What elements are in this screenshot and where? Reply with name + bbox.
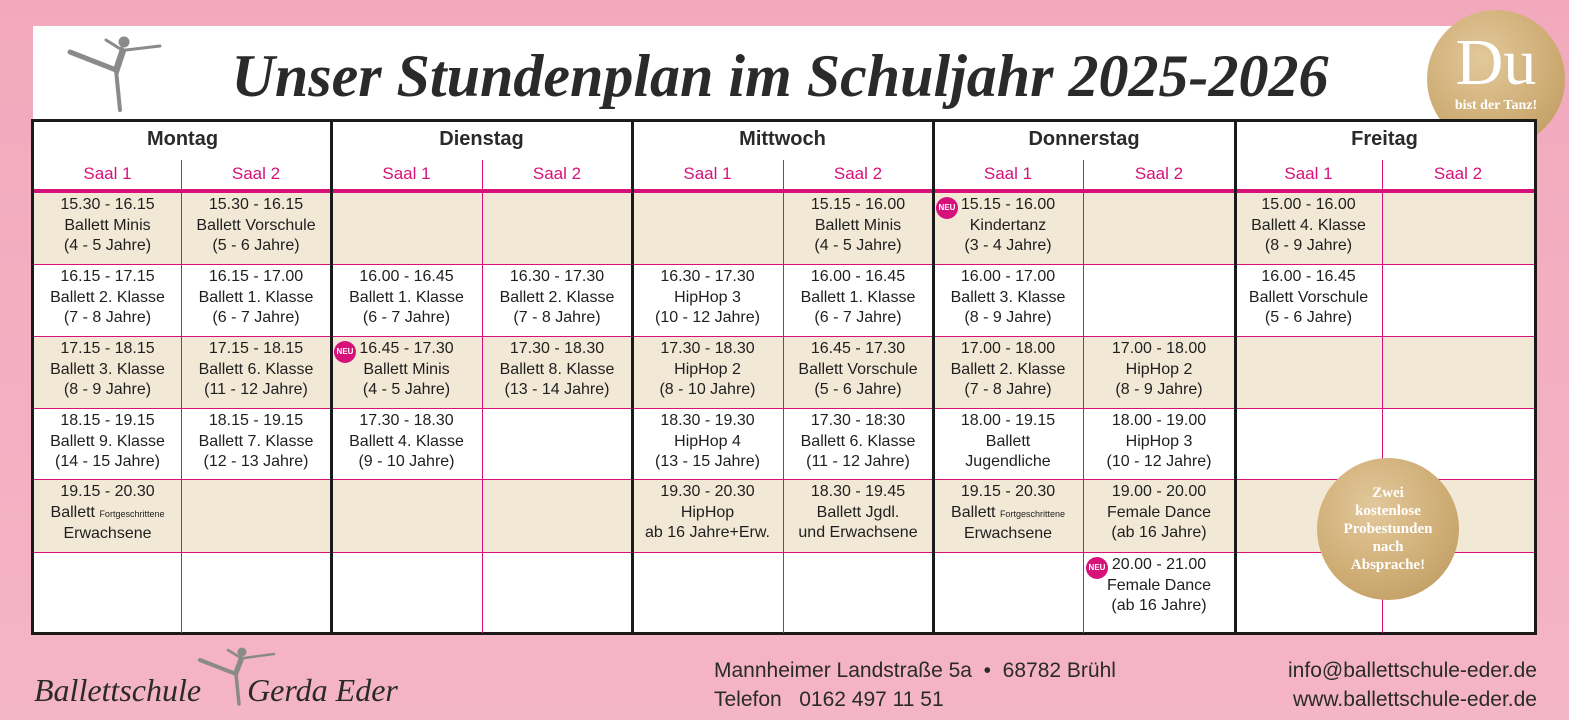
cell-line: Kindertanz — [969, 216, 1047, 234]
website-link[interactable]: www.ballettschule-eder.de — [1293, 688, 1537, 711]
cell-line: HipHop 2 — [674, 360, 741, 378]
cell-line: Ballett Vorschule — [1248, 288, 1369, 306]
schedule-cell — [331, 192, 482, 264]
saal-label: Saal 2 — [231, 164, 281, 183]
day-header: Donnerstag — [1028, 128, 1140, 150]
schedule-cell — [783, 336, 933, 408]
schedule-cell — [933, 552, 1083, 633]
cell-line: und Erwachsene — [798, 524, 918, 541]
cell-line: (5 - 6 Jahre) — [212, 237, 300, 254]
cell-line: 16.45 - 17.30 — [810, 340, 906, 357]
cell-line: 16.00 - 16.45 — [359, 268, 454, 285]
cell-line: 16.00 - 16.45 — [810, 268, 906, 285]
cell-line: 17.00 - 18.00 — [1111, 340, 1207, 357]
cell-line: Ballett 2. Klasse — [50, 288, 165, 306]
cell-line: Ballett Vorschule — [798, 360, 918, 378]
schedule-cell — [1382, 192, 1534, 264]
schedule-cell — [933, 264, 1083, 336]
footer-logo-part1: Ballettschule — [34, 672, 202, 708]
saal-label: Saal 1 — [83, 164, 132, 183]
cell-line: (11 - 12 Jahre) — [204, 381, 308, 398]
cell-line: (6 - 7 Jahre) — [814, 309, 902, 326]
schedule-cell — [482, 408, 632, 479]
cell-line: Ballett — [985, 432, 1031, 450]
cell-line: Ballett 6. Klasse — [800, 432, 916, 450]
day-header: Montag — [146, 128, 219, 150]
cell-line: Ballett 3. Klasse — [50, 360, 165, 378]
cell-line: (12 - 13 Jahre) — [203, 453, 309, 470]
cell-line: (4 - 5 Jahre) — [362, 381, 451, 398]
cell-line: (6 - 7 Jahre) — [212, 309, 300, 326]
cell-line: Ballett 9. Klasse — [50, 432, 165, 450]
schedule-cell — [181, 264, 331, 336]
address: Mannheimer Landstraße 5a • 68782 Brühl — [714, 659, 1116, 682]
cell-line: 17.30 - 18.30 — [509, 340, 605, 357]
dancer-logo-icon — [66, 34, 166, 114]
schedule-cell — [933, 336, 1083, 408]
schedule-cell — [181, 336, 331, 408]
cell-line: Ballett 1. Klasse — [349, 288, 464, 306]
schedule-cell — [331, 408, 482, 479]
schedule-cell — [632, 336, 783, 408]
schedule-cell — [783, 408, 933, 479]
cell-line: 18.15 - 19.15 — [208, 412, 304, 429]
schedule-cell — [783, 264, 933, 336]
cell-line: (7 - 8 Jahre) — [63, 309, 152, 326]
cell-line: Ballett 3. Klasse — [950, 288, 1066, 306]
cell-line: 17.30 - 18.30 — [660, 340, 755, 357]
cell-line: 19.15 - 20.30 — [960, 483, 1056, 500]
cell-line: ab 16 Jahre+Erw. — [645, 524, 770, 541]
free-trial-badge — [1317, 458, 1459, 600]
cell-line: 19.00 - 20.00 — [1111, 483, 1207, 500]
day-header: Dienstag — [439, 128, 524, 150]
saal-label: Saal 1 — [983, 164, 1033, 183]
cell-line: Ballett 6. Klasse — [198, 360, 314, 378]
cell-line: Ballett 2. Klasse — [499, 288, 615, 306]
cell-line: 16.00 - 17.00 — [960, 268, 1056, 285]
schedule-cell — [783, 552, 933, 633]
cell-line: 16.15 - 17.00 — [208, 268, 304, 285]
schedule-cell — [632, 408, 783, 479]
cell-line: Ballett Fortgeschrittene — [50, 503, 165, 521]
new-course-badge: NEU — [1086, 557, 1108, 579]
cell-line: Ballett Fortgeschrittene — [951, 503, 1065, 521]
cell-line: Ballett Jgdl. — [816, 503, 900, 521]
address-block — [714, 656, 1116, 714]
schedule-cell — [632, 479, 783, 552]
cell-line: (4 - 5 Jahre) — [63, 237, 152, 254]
cell-line: (5 - 6 Jahre) — [814, 381, 902, 398]
cell-line: (10 - 12 Jahre) — [1106, 453, 1212, 470]
cell-line: HipHop 4 — [674, 432, 741, 450]
cell-line: Ballett Vorschule — [196, 216, 316, 234]
cell-line: Ballett Minis — [363, 360, 450, 378]
cell-line: 16.45 - 17.30 — [359, 340, 454, 357]
cell-line: HipHop — [680, 503, 735, 521]
cell-line: 18.30 - 19.45 — [810, 483, 906, 500]
cell-line: (9 - 10 Jahre) — [358, 453, 455, 470]
cell-line: 17.15 - 18.15 — [208, 340, 304, 357]
cell-line: (ab 16 Jahre) — [1111, 597, 1207, 614]
cell-line: 18.00 - 19.00 — [1111, 412, 1207, 429]
schedule-cell — [1083, 264, 1235, 336]
schedule-cell — [482, 336, 632, 408]
cell-line: (8 - 10 Jahre) — [659, 381, 756, 398]
cell-line: (10 - 12 Jahre) — [655, 309, 760, 326]
du-badge-small: bist der Tanz! — [1454, 98, 1538, 113]
cell-line: 16.15 - 17.15 — [60, 268, 155, 285]
cell-line: (8 - 9 Jahre) — [964, 309, 1052, 326]
cell-line: (8 - 9 Jahre) — [63, 381, 152, 398]
saal-label: Saal 1 — [683, 164, 732, 183]
cell-line: Ballett Minis — [64, 216, 151, 234]
schedule-cell — [1235, 264, 1382, 336]
schedule-cell — [482, 552, 632, 633]
day-header: Freitag — [1351, 128, 1418, 150]
saal-label: Saal 2 — [532, 164, 582, 183]
schedule-cell — [933, 479, 1083, 552]
saal-label: Saal 2 — [1433, 164, 1483, 183]
footer-logo — [34, 672, 398, 709]
cell-line: (14 - 15 Jahre) — [55, 453, 160, 470]
schedule-cell — [331, 479, 482, 552]
cell-line: Jugendliche — [965, 453, 1051, 470]
cell-line: 15.15 - 16.00 — [810, 196, 906, 213]
cell-line: 18.15 - 19.15 — [60, 412, 155, 429]
cell-line: Ballett 1. Klasse — [198, 288, 314, 306]
cell-line: HipHop 2 — [1125, 360, 1193, 378]
schedule-cell — [34, 479, 181, 552]
schedule-cell — [783, 479, 933, 552]
phone: Telefon 0162 497 11 51 — [714, 688, 944, 711]
schedule-cell — [482, 192, 632, 264]
cell-line: 16.30 - 17.30 — [509, 268, 605, 285]
schedule-cell — [34, 192, 181, 264]
schedule-cell — [1382, 336, 1534, 408]
cell-line: Ballett Minis — [814, 216, 902, 234]
cell-line: 17.30 - 18:30 — [810, 412, 906, 429]
cell-line: (13 - 15 Jahre) — [655, 453, 760, 470]
cell-line: (3 - 4 Jahre) — [964, 237, 1052, 254]
cell-line: 16.00 - 16.45 — [1261, 268, 1356, 285]
schedule-cell — [1235, 336, 1382, 408]
cell-line: 17.30 - 18.30 — [359, 412, 454, 429]
cell-line: Ballett 4. Klasse — [1251, 216, 1366, 234]
cell-line: 19.30 - 20.30 — [660, 483, 755, 500]
cell-line: Ballett 2. Klasse — [950, 360, 1066, 378]
page-title: Unser Stundenplan im Schuljahr 2025-2026 — [231, 43, 1329, 109]
contact-block — [1288, 656, 1537, 714]
schedule-cell — [1083, 408, 1235, 479]
cell-line: 17.00 - 18.00 — [960, 340, 1056, 357]
cell-fine-text: Fortgeschrittene — [99, 508, 165, 519]
schedule-cell — [331, 552, 482, 633]
cell-line: (8 - 9 Jahre) — [1115, 381, 1203, 398]
cell-line: 16.30 - 17.30 — [660, 268, 755, 285]
schedule-cell — [1235, 192, 1382, 264]
cell-line: Female Dance — [1106, 576, 1212, 594]
cell-line: (6 - 7 Jahre) — [362, 309, 451, 326]
schedule-cell — [34, 552, 181, 633]
saal-label: Saal 1 — [382, 164, 431, 183]
schedule-cell — [331, 264, 482, 336]
cell-line: 15.30 - 16.15 — [208, 196, 304, 213]
saal-label: Saal 2 — [833, 164, 883, 183]
schedule-cell — [783, 192, 933, 264]
schedule-cell — [34, 264, 181, 336]
schedule-cell — [933, 408, 1083, 479]
cell-line: 19.15 - 20.30 — [60, 483, 155, 500]
cell-line: (13 - 14 Jahre) — [504, 381, 610, 398]
schedule-cell — [1083, 192, 1235, 264]
cell-line: 15.00 - 16.00 — [1261, 196, 1356, 213]
cell-line: (4 - 5 Jahre) — [814, 237, 902, 254]
schedule-cell — [34, 336, 181, 408]
saal-label: Saal 2 — [1134, 164, 1184, 183]
cell-line: 17.15 - 18.15 — [60, 340, 155, 357]
cell-line: (7 - 8 Jahre) — [513, 309, 601, 326]
new-course-badge: NEU — [936, 197, 958, 219]
cell-fine-text: Fortgeschrittene — [999, 508, 1065, 519]
cell-line: (5 - 6 Jahre) — [1264, 309, 1353, 326]
schedule-cell — [632, 192, 783, 264]
schedule-cell — [181, 552, 331, 633]
schedule-cell — [181, 479, 331, 552]
cell-line: 15.30 - 16.15 — [60, 196, 155, 213]
saal-label: Saal 1 — [1284, 164, 1333, 183]
cell-line: 18.00 - 19.15 — [960, 412, 1056, 429]
cell-line: Ballett 1. Klasse — [800, 288, 916, 306]
cell-line: Ballett 4. Klasse — [349, 432, 464, 450]
schedule-cell — [632, 552, 783, 633]
cell-line: HipHop 3 — [674, 288, 741, 306]
schedule-cell — [632, 264, 783, 336]
schedule-cell — [1382, 264, 1534, 336]
cell-line: (11 - 12 Jahre) — [806, 453, 910, 470]
schedule-cell — [1083, 336, 1235, 408]
schedule-cell — [181, 408, 331, 479]
footer-logo-part2: Gerda Eder — [247, 672, 398, 708]
cell-line: 20.00 - 21.00 — [1111, 556, 1207, 573]
schedule-cell — [1083, 479, 1235, 552]
schedule-cell — [482, 479, 632, 552]
email-link[interactable]: info@ballettschule-eder.de — [1288, 659, 1537, 682]
day-header: Mittwoch — [739, 128, 826, 150]
schedule-cell — [34, 408, 181, 479]
schedule-cell — [482, 264, 632, 336]
cell-line: Ballett 7. Klasse — [198, 432, 314, 450]
cell-line: (8 - 9 Jahre) — [1264, 237, 1353, 254]
cell-line: 18.30 - 19.30 — [660, 412, 755, 429]
cell-line: (ab 16 Jahre) — [1111, 524, 1207, 541]
du-badge-big: Du — [1455, 26, 1537, 99]
cell-line: Erwachsene — [963, 525, 1053, 542]
cell-line: Ballett 8. Klasse — [499, 360, 615, 378]
cell-line: Erwachsene — [63, 525, 152, 542]
schedule-table — [31, 119, 1537, 635]
cell-line: Female Dance — [1106, 503, 1212, 521]
free-trial-text: Zwei kostenlose Probestunden nach Absprache! — [1343, 485, 1433, 573]
schedule-cell — [181, 192, 331, 264]
cell-line: 15.15 - 16.00 — [960, 196, 1056, 213]
new-course-badge: NEU — [334, 341, 356, 363]
cell-line: HipHop 3 — [1125, 432, 1193, 450]
cell-line: (7 - 8 Jahre) — [964, 381, 1052, 398]
